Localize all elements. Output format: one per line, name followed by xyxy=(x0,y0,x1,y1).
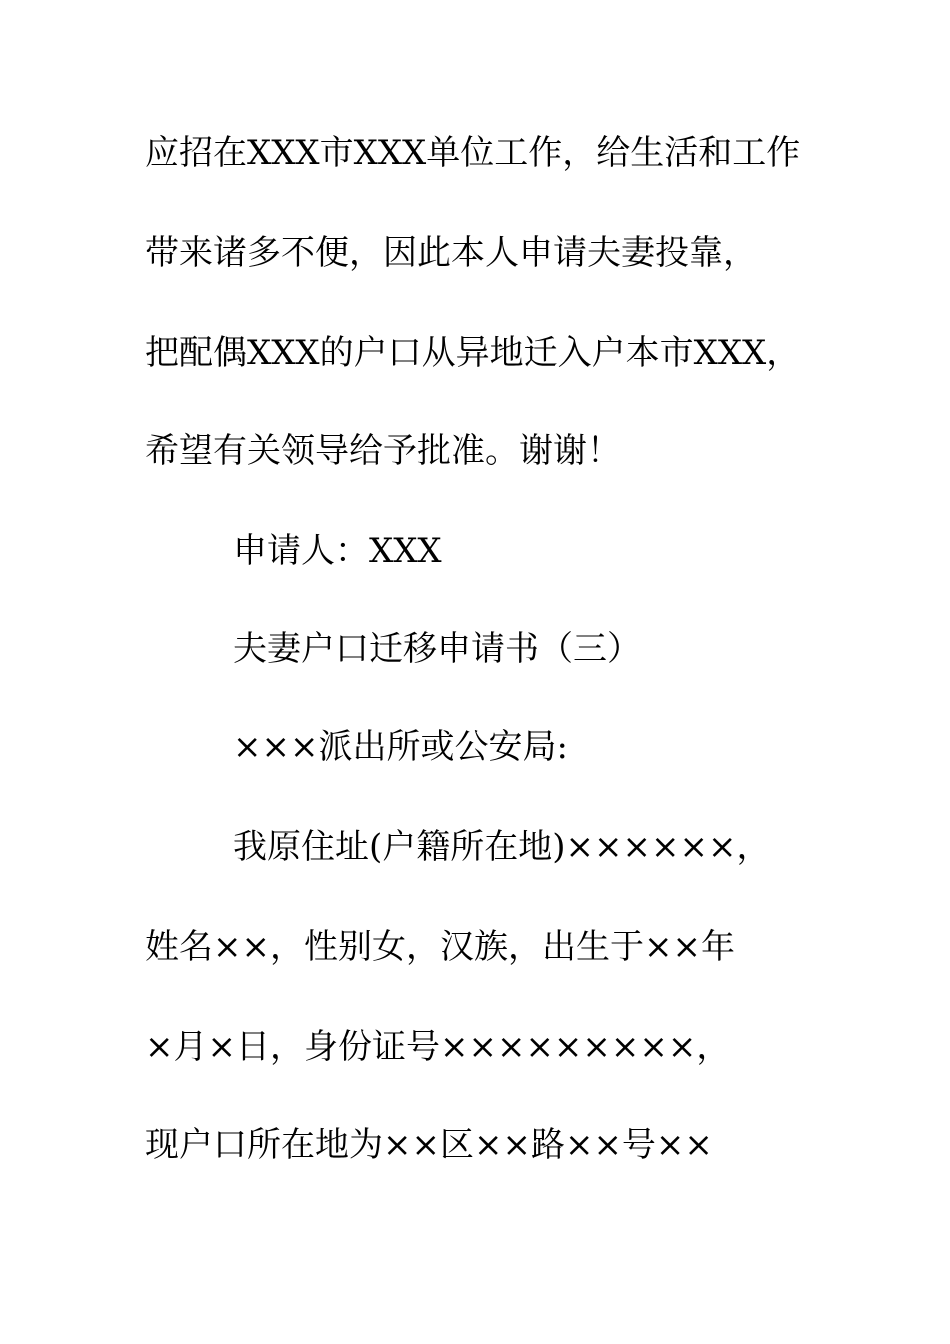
body-paragraph-line-2: 姓名××，性别女，汉族，出生于××年 xyxy=(145,927,735,967)
paragraph-line-3: 把配偶XXX的户口从异地迁入户本市XXX， xyxy=(145,333,801,373)
addressee-line: ×××派出所或公安局: xyxy=(233,727,568,767)
body-paragraph-line-3: ×月×日，身份证号×××××××××， xyxy=(145,1027,731,1067)
paragraph-line-2: 带来诸多不便，因此本人申请夫妻投靠， xyxy=(145,233,757,273)
paragraph-line-4: 希望有关领导给予批准。谢谢！ xyxy=(145,431,621,471)
body-paragraph-line-4: 现户口所在地为××区××路××号×× xyxy=(145,1125,713,1165)
section-title: 夫妻户口迁移申请书（三） xyxy=(233,629,641,669)
paragraph-line-1: 应招在XXX市XXX单位工作，给生活和工作 xyxy=(145,133,801,173)
body-paragraph-line-1: 我原住址(户籍所在地)××××××， xyxy=(233,827,771,867)
applicant-signature-line: 申请人：XXX xyxy=(233,531,442,571)
